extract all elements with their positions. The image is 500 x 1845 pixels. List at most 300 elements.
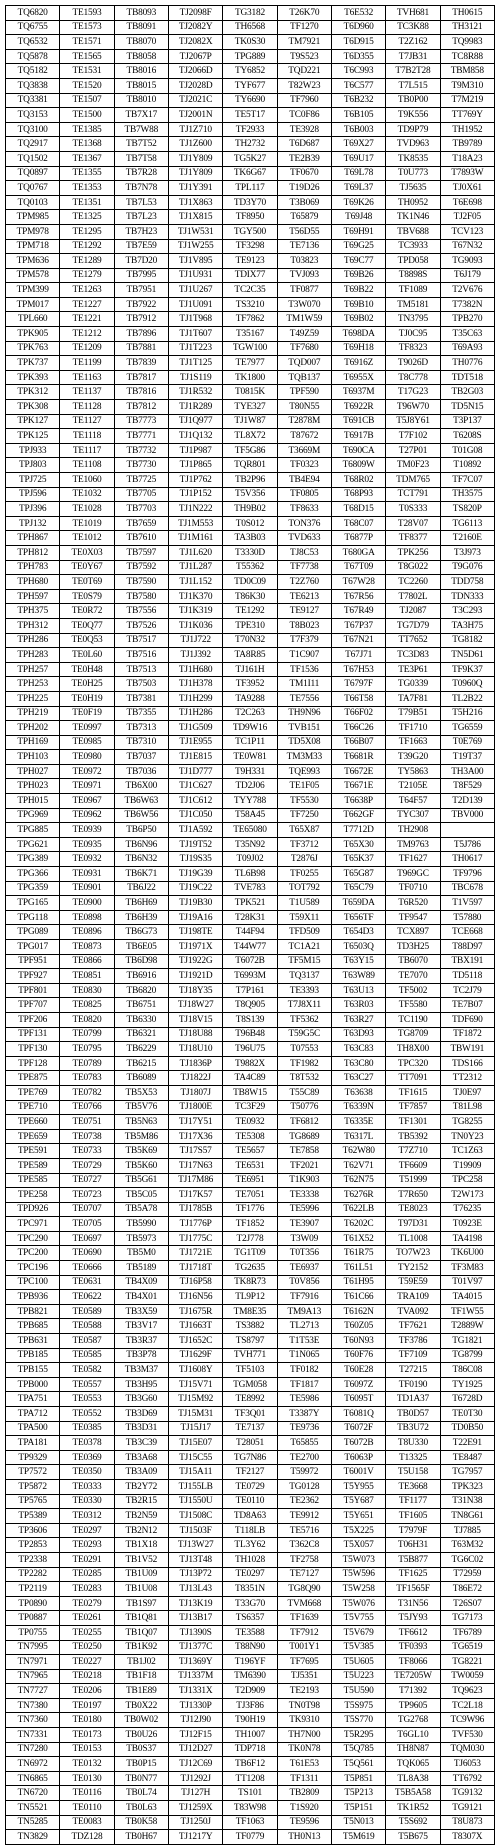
table-row <box>6 1012 495 1027</box>
table-cell: TE0733 <box>60 1144 114 1159</box>
table-cell: TE0Q77 <box>60 618 114 633</box>
table-cell: TD5N15 <box>440 400 494 415</box>
table-cell: TE0X03 <box>60 545 114 560</box>
table-row <box>6 560 495 575</box>
table-cell: TE0378 <box>60 1436 114 1451</box>
table-cell: T6917B <box>331 429 385 444</box>
table-cell: TJ7885 <box>440 1523 494 1538</box>
table-row <box>6 1407 495 1422</box>
table-cell: TB8091 <box>114 20 168 35</box>
table-cell: TJ15V71 <box>168 1377 222 1392</box>
table-cell: TE0631 <box>60 1275 114 1290</box>
table-cell: TE1292 <box>223 604 277 619</box>
table-cell: T61X52 <box>331 1231 385 1246</box>
table-cell: T6922R <box>331 400 385 415</box>
table-cell: TE0690 <box>60 1246 114 1261</box>
table-cell: TE3338 <box>277 1188 331 1203</box>
table-cell: TE7B07 <box>440 998 494 1013</box>
table-cell: TE0932 <box>223 1115 277 1130</box>
table-cell: TJ15M92 <box>168 1392 222 1407</box>
table-cell: TH1952 <box>440 122 494 137</box>
table-cell: TE5996 <box>277 1202 331 1217</box>
table-cell: TB7703 <box>114 502 168 517</box>
table-cell: TPG389 <box>6 852 60 867</box>
table-cell: T1S920 <box>277 1801 331 1816</box>
table-cell: TE0255 <box>60 1625 114 1640</box>
table-cell: T69L78 <box>331 166 385 181</box>
table-cell: TG6519 <box>440 1640 494 1655</box>
table-cell: TF1852 <box>223 1217 277 1232</box>
table-cell: TC1P11 <box>223 735 277 750</box>
table-cell: TE1012 <box>60 531 114 546</box>
table-cell: TB5392 <box>386 1129 440 1144</box>
table-cell: T63D93 <box>331 1027 385 1042</box>
table-cell: TJ19A16 <box>168 910 222 925</box>
table-cell: T65X30 <box>331 837 385 852</box>
table-cell: T8Q905 <box>223 998 277 1013</box>
table-cell: TJ1800E <box>168 1100 222 1115</box>
table-row <box>6 867 495 882</box>
table-cell: TG0128 <box>277 1479 331 1494</box>
table-cell: TY5863 <box>386 764 440 779</box>
table-cell <box>440 823 494 838</box>
table-cell: TE0589 <box>60 1304 114 1319</box>
table-cell: TE0939 <box>60 823 114 838</box>
table-cell: TG2635 <box>223 1261 277 1276</box>
table-row <box>6 1202 495 1217</box>
table-cell: T3387Y <box>277 1407 331 1422</box>
table-cell: TG3182 <box>223 6 277 21</box>
table-cell: TQ9983 <box>440 35 494 50</box>
table-cell: TPH812 <box>6 545 60 560</box>
table-cell: T5J786 <box>440 837 494 852</box>
table-cell: T57880 <box>440 910 494 925</box>
table-cell: T8C778 <box>386 370 440 385</box>
table-row <box>6 1421 495 1436</box>
table-cell: TE0997 <box>60 721 114 736</box>
table-cell: TL3Y62 <box>223 1538 277 1553</box>
table-cell: TJ1U267 <box>168 283 222 298</box>
table-row <box>6 1334 495 1349</box>
table-cell: T8F529 <box>440 779 494 794</box>
table-cell: TB7D20 <box>114 254 168 269</box>
table-cell: TPB936 <box>6 1290 60 1305</box>
table-cell: TB5V76 <box>114 1100 168 1115</box>
table-cell: TE1028 <box>60 502 114 517</box>
table-row <box>6 1538 495 1553</box>
table-cell: TH3A00 <box>440 764 494 779</box>
table-cell: TE1137 <box>60 385 114 400</box>
table-cell: T66C26 <box>331 721 385 736</box>
table-cell: TE1032 <box>60 487 114 502</box>
table-cell: TB6J22 <box>114 881 168 896</box>
table-cell: T61H95 <box>331 1275 385 1290</box>
table-cell: TPC100 <box>6 1275 60 1290</box>
table-cell: TB0P00 <box>386 93 440 108</box>
table-cell: TJ2087 <box>386 604 440 619</box>
table-cell: TQ1502 <box>6 151 60 166</box>
table-row <box>6 1582 495 1597</box>
table-cell: TB7037 <box>114 750 168 765</box>
table-cell: TYC307 <box>386 808 440 823</box>
table-cell: TPH867 <box>6 531 60 546</box>
table-cell: TYE327 <box>223 400 277 415</box>
table-row <box>6 1173 495 1188</box>
table-row <box>6 1129 495 1144</box>
table-cell: TE9123 <box>223 254 277 269</box>
table-cell: TF7738 <box>277 560 331 575</box>
table-cell: TPE875 <box>6 1071 60 1086</box>
table-cell: TF3298 <box>223 239 277 254</box>
table-cell: TJ1H378 <box>168 677 222 692</box>
table-cell: TQ3137 <box>277 969 331 984</box>
table-cell: T0S012 <box>223 516 277 531</box>
table-row <box>6 852 495 867</box>
table-cell: TF7250 <box>277 808 331 823</box>
table-row <box>6 969 495 984</box>
table-cell: TP2282 <box>6 1567 60 1582</box>
table-cell: TB7592 <box>114 560 168 575</box>
table-cell: TE8992 <box>223 1392 277 1407</box>
table-cell: TC1A21 <box>277 940 331 955</box>
table-cell: TA7F81 <box>386 691 440 706</box>
table-cell: TC9W96 <box>440 1713 494 1728</box>
table-cell: T96W70 <box>386 400 440 415</box>
table-cell: TB5189 <box>114 1261 168 1276</box>
table-cell: TH9N96 <box>277 706 331 721</box>
table-cell: TE1295 <box>60 224 114 239</box>
table-cell: TF8323 <box>386 341 440 356</box>
table-cell: TB7L53 <box>114 195 168 210</box>
table-cell: TD8A63 <box>223 1509 277 1524</box>
table-cell: TB5K60 <box>114 1158 168 1173</box>
table-cell: TE7051 <box>223 1188 277 1203</box>
table-cell: TJ1Q132 <box>168 429 222 444</box>
table-row <box>6 297 495 312</box>
table-cell: TPG118 <box>6 910 60 925</box>
table-cell: TB3U72 <box>386 1421 440 1436</box>
table-cell: TK1R52 <box>386 1801 440 1816</box>
table-cell: TB0N77 <box>114 1771 168 1786</box>
table-cell: TK0N78 <box>277 1742 331 1757</box>
table-cell: TB1U09 <box>114 1567 168 1582</box>
table-cell: T63C83 <box>331 1042 385 1057</box>
table-cell: T06H31 <box>386 1538 440 1553</box>
table-cell: T88D97 <box>440 940 494 955</box>
table-row <box>6 589 495 604</box>
table-cell: TJ1R532 <box>168 385 222 400</box>
table-row <box>6 764 495 779</box>
table-cell: T96U75 <box>223 1042 277 1057</box>
table-cell: TL8X72 <box>223 429 277 444</box>
table-cell: TB6215 <box>114 1056 168 1071</box>
table-cell: TPC290 <box>6 1231 60 1246</box>
table-cell: TY6852 <box>223 64 277 79</box>
table-cell: TJ18V15 <box>168 1012 222 1027</box>
table-row <box>6 823 495 838</box>
table-cell: TB0S37 <box>114 1742 168 1757</box>
table-cell: TJ1U931 <box>168 268 222 283</box>
table-cell: TVD963 <box>386 137 440 152</box>
table-cell: TP5389 <box>6 1509 60 1524</box>
table-cell: TB7817 <box>114 370 168 385</box>
table-cell: TCT791 <box>386 487 440 502</box>
table-row <box>6 254 495 269</box>
table-cell: TJ17S57 <box>168 1144 222 1159</box>
table-cell: T59G5C <box>277 1027 331 1042</box>
table-cell: TD1A37 <box>386 1392 440 1407</box>
table-cell: T49Z59 <box>277 327 331 342</box>
table-cell: TF6789 <box>440 1625 494 1640</box>
table-cell: TC3F29 <box>223 1100 277 1115</box>
table-cell: T6681R <box>331 750 385 765</box>
table-cell: TB7881 <box>114 341 168 356</box>
table-cell: TE0H25 <box>60 677 114 692</box>
table-cell: TJ1L620 <box>168 545 222 560</box>
table-cell: T03823 <box>277 254 331 269</box>
table-row <box>6 545 495 560</box>
table-cell: T19D26 <box>277 181 331 196</box>
table-cell: TE0723 <box>60 1188 114 1203</box>
table-cell: T5V356 <box>223 487 277 502</box>
table-cell: T01V97 <box>440 1275 494 1290</box>
table-cell: TQE993 <box>277 764 331 779</box>
table-cell: TE1108 <box>60 458 114 473</box>
table-cell: T2878M <box>277 414 331 429</box>
table-cell: TD0B50 <box>440 1421 494 1436</box>
table-cell: TPM985 <box>6 210 60 225</box>
table-cell: TPF590 <box>277 385 331 400</box>
table-cell: TB1J02 <box>114 1655 168 1670</box>
table-cell: TK8R73 <box>223 1275 277 1290</box>
table-cell: TJ17N63 <box>168 1158 222 1173</box>
table-cell: TVH681 <box>386 6 440 21</box>
table-row <box>6 648 495 663</box>
table-cell: TE1571 <box>60 35 114 50</box>
table-cell: T6B232 <box>331 93 385 108</box>
table-cell: T0U773 <box>386 166 440 181</box>
table-cell: TJ1337M <box>168 1669 222 1684</box>
table-cell: TF1625 <box>386 1567 440 1582</box>
table-cell: TJ1663T <box>168 1319 222 1334</box>
table-cell: TE0967 <box>60 794 114 809</box>
table-cell: TJ13W27 <box>168 1538 222 1553</box>
table-cell: TB7517 <box>114 633 168 648</box>
table-cell: T2W173 <box>440 1188 494 1203</box>
table-cell: TCE668 <box>440 925 494 940</box>
table-cell: TJ1550U <box>168 1494 222 1509</box>
table-cell: TJ1U091 <box>168 297 222 312</box>
table-cell: TG6C02 <box>440 1552 494 1567</box>
table-cell: TE0297 <box>60 1523 114 1538</box>
table-cell: T7M219 <box>440 93 494 108</box>
table-cell: TE1520 <box>60 78 114 93</box>
table-cell: T69B22 <box>331 283 385 298</box>
table-cell: TB6820 <box>114 983 168 998</box>
table-cell: TE2362 <box>277 1494 331 1509</box>
table-cell: TA4198 <box>440 1231 494 1246</box>
table-cell: TH8N87 <box>386 1742 440 1757</box>
table-cell: TPB631 <box>6 1334 60 1349</box>
table-cell: TN7965 <box>6 1669 60 1684</box>
table-row <box>6 1801 495 1816</box>
table-cell: TJ15J17 <box>168 1421 222 1436</box>
table-cell: TE0132 <box>60 1757 114 1772</box>
table-cell: TJ1331X <box>168 1684 222 1699</box>
table-cell: TE0729 <box>223 1479 277 1494</box>
table-cell: TJ1L152 <box>168 575 222 590</box>
table-cell: TPH027 <box>6 764 60 779</box>
table-cell: T19T37 <box>440 750 494 765</box>
table-cell: TB3H95 <box>114 1377 168 1392</box>
table-row <box>6 224 495 239</box>
table-cell: TPH680 <box>6 575 60 590</box>
table-cell: TF5M15 <box>277 954 331 969</box>
table-cell: TB7812 <box>114 400 168 415</box>
table-row <box>6 1100 495 1115</box>
table-cell: T7R650 <box>386 1188 440 1203</box>
table-row <box>6 662 495 677</box>
table-row <box>6 1815 495 1830</box>
table-cell: TE1292 <box>60 239 114 254</box>
table-cell: TJ5351 <box>277 1669 331 1684</box>
table-cell: TPJ725 <box>6 473 60 488</box>
table-row <box>6 735 495 750</box>
table-cell: TJ1Z710 <box>168 122 222 137</box>
table-cell: T2Z760 <box>277 575 331 590</box>
table-cell: TQ0103 <box>6 195 60 210</box>
table-cell: TE0312 <box>60 1509 114 1524</box>
table-cell: TJ1W531 <box>168 224 222 239</box>
table-cell: TE7136 <box>277 239 331 254</box>
table-cell: TPJ396 <box>6 502 60 517</box>
table-cell: TF8950 <box>223 210 277 225</box>
table-cell: TP2853 <box>6 1538 60 1553</box>
table-cell: T7P161 <box>223 983 277 998</box>
table-cell: TBM858 <box>440 64 494 79</box>
table-cell: T33G70 <box>223 1596 277 1611</box>
table-cell: T5Y687 <box>331 1494 385 1509</box>
table-cell: TF1982 <box>277 1056 331 1071</box>
table-cell: TYF677 <box>223 78 277 93</box>
table-row <box>6 1596 495 1611</box>
table-cell: T88N90 <box>223 1640 277 1655</box>
table-cell: TH7N00 <box>277 1728 331 1743</box>
table-cell: TH1028 <box>223 1552 277 1567</box>
table-cell: T5S692 <box>386 1815 440 1830</box>
table-row <box>6 1655 495 1670</box>
table-cell: TG8221 <box>440 1655 494 1670</box>
table-cell: TVE783 <box>223 881 277 896</box>
table-cell: TE0557 <box>60 1377 114 1392</box>
table-row <box>6 808 495 823</box>
table-cell: T698DA <box>331 327 385 342</box>
table-cell: TF7916 <box>277 1290 331 1305</box>
table-cell: TE3928 <box>277 122 331 137</box>
table-cell: TJ1C627 <box>168 779 222 794</box>
table-row <box>6 473 495 488</box>
table-cell: TE1507 <box>60 93 114 108</box>
table-cell: TGW100 <box>223 341 277 356</box>
table-cell: TA3B03 <box>223 531 277 546</box>
table-cell: TB8010 <box>114 93 168 108</box>
table-cell: T5S975 <box>331 1698 385 1713</box>
table-cell: TG0339 <box>386 677 440 692</box>
table-cell: T59E59 <box>386 1275 440 1290</box>
table-cell: T28V07 <box>386 516 440 531</box>
table-cell: TB5N63 <box>114 1115 168 1130</box>
table-cell: TB7E59 <box>114 239 168 254</box>
table-cell: TB8058 <box>114 49 168 64</box>
table-cell: TC0F86 <box>277 108 331 123</box>
table-cell: TB7771 <box>114 429 168 444</box>
table-cell: T63638 <box>331 1085 385 1100</box>
table-row <box>6 983 495 998</box>
table-cell: T6C577 <box>331 78 385 93</box>
table-cell: TE6531 <box>223 1158 277 1173</box>
table-cell: T7F102 <box>386 429 440 444</box>
table-cell: TON376 <box>277 516 331 531</box>
table-cell: TQ3153 <box>6 108 60 123</box>
table-cell: T6877P <box>331 531 385 546</box>
table-cell: TN8G61 <box>440 1509 494 1524</box>
table-cell: TB4X01 <box>114 1290 168 1305</box>
table-row <box>6 151 495 166</box>
table-cell: TPK393 <box>6 370 60 385</box>
table-cell: TJ19C22 <box>168 881 222 896</box>
table-cell: TP3606 <box>6 1523 60 1538</box>
table-row <box>6 458 495 473</box>
table-row <box>6 108 495 123</box>
table-cell: TF3952 <box>223 677 277 692</box>
table-cell: T3330D <box>223 545 277 560</box>
table-cell: TK9310 <box>277 1713 331 1728</box>
table-cell: TK8535 <box>386 151 440 166</box>
table-cell: TN0T98 <box>277 1698 331 1713</box>
table-row <box>6 881 495 896</box>
table-row <box>6 78 495 93</box>
table-cell: TD2J06 <box>223 779 277 794</box>
table-cell: T56D55 <box>277 224 331 239</box>
table-cell: TE5657 <box>223 1144 277 1159</box>
table-cell: TF5362 <box>277 1012 331 1027</box>
table-cell: TF6609 <box>386 1158 440 1173</box>
table-cell: T659DA <box>331 896 385 911</box>
table-cell: T5P151 <box>331 1801 385 1816</box>
table-cell: TC3K88 <box>386 20 440 35</box>
table-cell: TDD758 <box>440 575 494 590</box>
table-cell: TPF707 <box>6 998 60 1013</box>
table-cell: T5JY93 <box>386 1611 440 1626</box>
table-cell: TE0851 <box>60 969 114 984</box>
table-cell: T63Y15 <box>331 954 385 969</box>
table-cell: TB6916 <box>114 969 168 984</box>
table-cell: TB2Y72 <box>114 1479 168 1494</box>
table-row <box>6 341 495 356</box>
table-cell: TJ1D777 <box>168 764 222 779</box>
table-cell: TE1227 <box>60 297 114 312</box>
table-cell: TJ2F05 <box>440 210 494 225</box>
table-row <box>6 721 495 736</box>
table-cell: TF1872 <box>440 1027 494 1042</box>
table-cell: TT2312 <box>440 1071 494 1086</box>
table-cell: T5X057 <box>331 1538 385 1553</box>
table-cell: TF2758 <box>277 1552 331 1567</box>
table-cell: TE1367 <box>60 151 114 166</box>
table-cell: T654D3 <box>331 925 385 940</box>
table-cell: TH0615 <box>440 6 494 21</box>
table-cell: TE0705 <box>60 1217 114 1232</box>
